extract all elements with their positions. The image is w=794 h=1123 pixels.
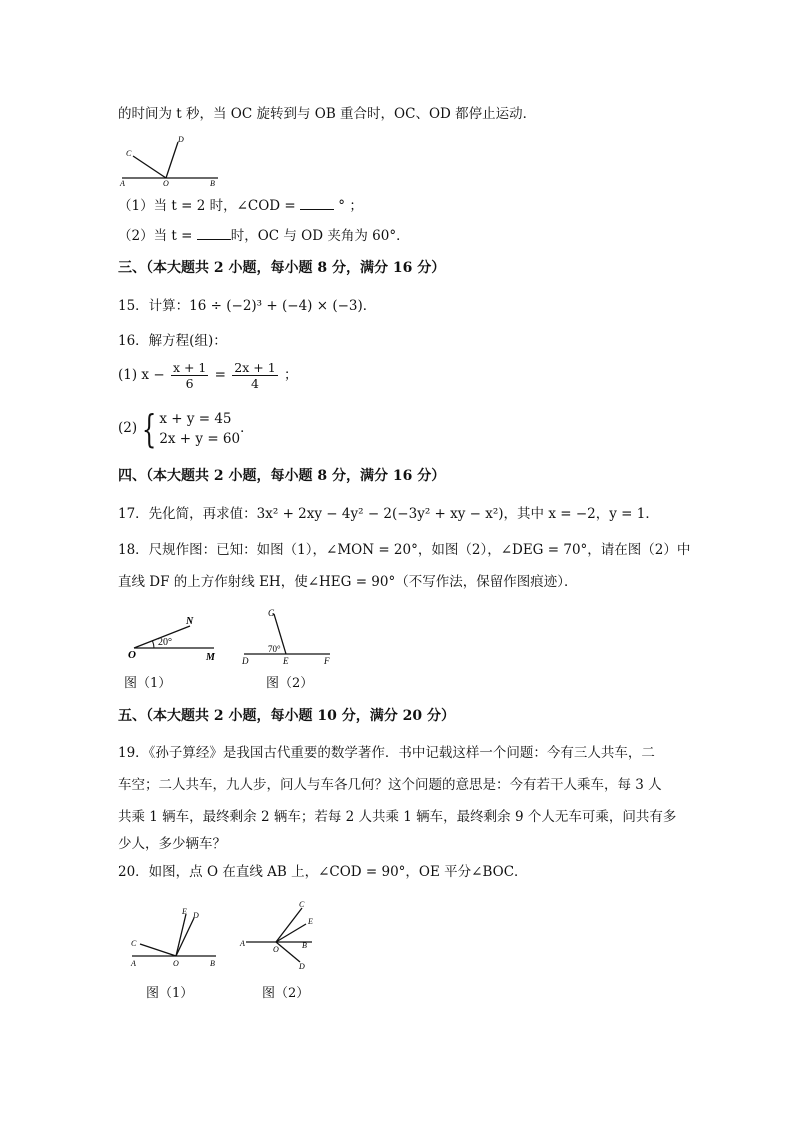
label-d: D bbox=[193, 911, 199, 920]
q16-stem: 16．解方程(组)： bbox=[118, 333, 227, 349]
q18-line1: 18．尺规作图：已知：如图（1），∠MON = 20°，如图（2），∠DEG = 70°，请在图（2）中 bbox=[118, 542, 691, 558]
label-d: D bbox=[299, 962, 305, 971]
q19-line1: 19．《孙子算经》是我国古代重要的数学著作．书中记载这样一个问题：今有三人共车，二 bbox=[118, 745, 655, 761]
ray-oe bbox=[276, 924, 306, 942]
angle-label: 20° bbox=[158, 637, 172, 648]
q14-figure bbox=[118, 132, 228, 188]
ray-oc bbox=[133, 156, 166, 178]
label-o: O bbox=[273, 945, 279, 954]
angle-arc bbox=[153, 641, 155, 648]
fig18-caption-1: 图（1） bbox=[124, 676, 172, 691]
angle-label: 70° bbox=[268, 644, 281, 654]
fraction-2: $\frac{2x + 1}{4}$ bbox=[234, 360, 276, 391]
fig20-caption-2: 图（2） bbox=[262, 986, 310, 1001]
label-o: O bbox=[128, 649, 136, 661]
q19-line4: 少人，多少辆车？ bbox=[118, 836, 226, 852]
q16-part1: (1) x − $\frac{x + 1}{6}$ = $\frac{2x + 1}{4}$ ； bbox=[118, 360, 298, 391]
fig18-caption-2: 图（2） bbox=[266, 676, 314, 691]
q18-figure-2 bbox=[240, 608, 336, 666]
q20-figure-1 bbox=[126, 904, 222, 968]
section-5-title: 五、（本大题共 2 小题，每小题 10 分，满分 20 分） bbox=[118, 708, 455, 724]
q18-figure-1 bbox=[124, 612, 224, 664]
q18-line2: 直线 DF 的上方作射线 EH，使∠HEG = 90°（不写作法，保留作图痕迹）． bbox=[118, 574, 578, 590]
q14-part2: （2）当 t = 时，OC 与 OD 夹角为 60°． bbox=[118, 228, 410, 244]
q19-line3: 共乘 1 辆车，最终剩余 2 辆车；若每 2 人共乘 1 辆车，最终剩余 9 个人无车可乘，问共有多 bbox=[118, 809, 677, 825]
section-4-title: 四、（本大题共 2 小题，每小题 8 分，满分 16 分） bbox=[118, 468, 446, 484]
equation-system: x + y = 45 2x + y = 60 bbox=[159, 410, 241, 447]
fraction-1: $\frac{x + 1}{6}$ bbox=[172, 360, 207, 391]
intro-text: 的时间为 t 秒，当 OC 旋转到与 OB 重合时，OC、OD 都停止运动． bbox=[118, 106, 537, 122]
label-o: O bbox=[173, 959, 179, 968]
label-d: D bbox=[242, 656, 249, 666]
q17-text: 17．先化简，再求值：3x² + 2xy − 4y² − 2(−3y² + xy − x²)，其中 x = −2，y = 1． bbox=[118, 506, 659, 522]
system-brace: { bbox=[141, 406, 157, 451]
ray-od bbox=[166, 142, 178, 178]
section-3-title: 三、（本大题共 2 小题，每小题 8 分，满分 16 分） bbox=[118, 260, 446, 276]
q14-part1: （1）当 t = 2 时，∠COD = ° ； bbox=[118, 198, 363, 214]
label-n: N bbox=[186, 616, 194, 627]
label-b: B bbox=[302, 941, 307, 950]
label-g: G bbox=[268, 608, 275, 618]
q20-text: 20．如图，点 O 在直线 AB 上，∠COD = 90°，OE 平分∠BOC． bbox=[118, 864, 528, 880]
ray-od bbox=[176, 918, 194, 956]
ray-od bbox=[276, 942, 300, 962]
label-e: E bbox=[283, 656, 289, 666]
fig20-caption-1: 图（1） bbox=[146, 986, 194, 1001]
ray-oc bbox=[276, 908, 302, 942]
answer-blank bbox=[300, 197, 334, 210]
label-e: E bbox=[182, 907, 187, 916]
q15-text: 15．计算：16 ÷ (−2)³ + (−4) × (−3)． bbox=[118, 298, 377, 314]
label-d: D bbox=[178, 135, 184, 144]
label-c: C bbox=[131, 939, 137, 948]
label-b: B bbox=[210, 959, 215, 968]
ray-oe bbox=[176, 914, 186, 956]
label-a: A bbox=[240, 939, 245, 948]
q19-line2: 车空；二人共车，九人步，问人与车各几何？这个问题的意思是：今有若干人乘车，每 3 人 bbox=[118, 777, 662, 793]
label-o: O bbox=[163, 179, 169, 188]
label-b: B bbox=[210, 179, 215, 188]
q20-figure-2 bbox=[236, 898, 332, 974]
label-e: E bbox=[308, 917, 313, 926]
label-a: A bbox=[131, 959, 136, 968]
answer-blank bbox=[197, 227, 231, 240]
label-a: A bbox=[120, 179, 125, 188]
q16-part2: (2) { x + y = 45 2x + y = 60 ． bbox=[118, 406, 254, 451]
label-c: C bbox=[299, 900, 305, 909]
label-m: M bbox=[206, 652, 215, 663]
ray-oc bbox=[140, 944, 176, 956]
label-c: C bbox=[126, 149, 132, 158]
label-f: F bbox=[324, 656, 330, 666]
